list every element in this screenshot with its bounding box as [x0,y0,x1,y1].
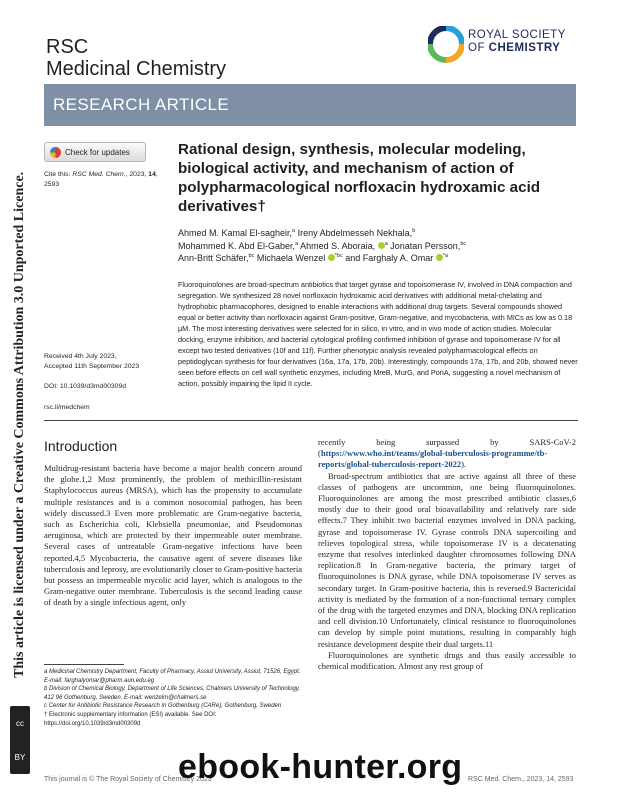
rsc-logo [428,22,588,72]
citation [44,170,169,190]
check-for-updates-button[interactable] [44,142,146,162]
article-dates [44,352,169,372]
copyright-line: This journal is © The Royal Society of Chemistry 2023 [44,776,212,783]
received-date: Received 4th July 2023, [44,353,117,360]
author-2: Ireny Abdelmesseh Nekhala, [295,228,413,238]
intro-text: recently being surpassed by SARS-CoV-2 ( [318,437,576,459]
affiliation-sup: a [295,240,299,247]
cite-pages: , 2593 [44,171,158,188]
rsc-logo-of: OF [468,42,489,54]
author-6: Ann-Britt Schäfer, [178,253,249,263]
author-5: Jonatan Persson, [387,240,461,251]
orcid-icon[interactable] [328,254,335,261]
intro-right-column [318,437,576,672]
rsc-logo-chemistry: CHEMISTRY [488,42,561,54]
cc-by-badge[interactable] [10,706,30,774]
intro-left-column: Multidrug-resistant bacteria have become a major health concern around the globe.1,2 Most prominently, the problem of methicillin-resistant Staphylococcus aureus (MRSA), which has the propensity to accumulate multiple resistances and is a common nosocomial pathogen, has been widely discussed.3 Even more problematic are Gram-negative bacteria, such as Escherichia coli, Klebsiella pneumoniae, and Pseudomonas aeruginosa, which are protected by their impermeable outer membrane. Several cases of untreatable Gram-negative infections have been reported.4,5 Mycobacteria, the causative agent of severe diseases like tuberculosis and leprosy, are evolutionarily closer to Gram-positive bacteria but possess an impermeable mycolic acid layer, which is analogous to the Gram-negative outer membrane. Tuberculosis is the second leading cause of death by a single infectious agent, only [44,463,302,608]
intro-paragraph-3: Fluoroquinolones are synthetic drugs and thus easily accessible to chemical modification. Almost any rest group of [318,649,576,672]
journal-name [46,36,226,80]
cite-year: , 2023, [125,171,149,178]
license-text[interactable]: This article is licensed under a Creative Commons Attribution 3.0 Unported Licence. [12,171,27,678]
by-icon: BY [14,752,26,762]
watermark: ebook-hunter.org [178,748,463,786]
cite-volume: 14 [148,171,156,178]
affiliation-sup: *bc [334,253,343,259]
author-list [178,227,583,265]
page-citation: RSC Med. Chem., 2023, 14, 2593 [468,776,574,783]
orcid-icon[interactable] [378,242,385,249]
check-for-updates-label: Check for updates [65,147,130,157]
journal-name-line2: Medicinal Chemistry [46,58,227,80]
rsc-logo-icon [428,26,464,66]
article-doi[interactable]: DOI: 10.1039/d3md00309d [44,383,127,390]
section-divider [44,420,578,421]
orcid-icon[interactable] [436,254,443,261]
article-type-banner [44,84,576,126]
footnotes [44,668,302,728]
footnote-a: a Medicinal Chemistry Department, Faculty of Pharmacy, Assiut University, Assiut, 71526, Egypt. E-mail: farghalyomar@pharm.aun.edu.eg [44,669,301,684]
journal-link[interactable]: rsc.li/medchem [44,404,90,411]
affiliation-sup: bc [460,240,467,247]
footnote-esi[interactable]: † Electronic supplementary information (ESI) available. See DOI: https://doi.org/10.1039/d3md00309d [44,711,217,727]
introduction-heading: Introduction [44,438,118,454]
affiliation-sup: a [292,228,296,234]
rsc-logo-line1: ROYAL SOCIETY [468,29,566,41]
author-8: and Farghaly A. Omar [342,253,434,263]
rsc-logo-text [468,29,566,55]
affiliation-sup: *a [442,253,448,259]
intro-text-end: ). [461,459,467,470]
author-7: Michaela Wenzel [254,253,326,263]
rsc-logo-line2 [468,42,566,55]
affiliation-sup: bc [248,253,255,259]
article-title: Rational design, synthesis, molecular modeling, biological activity, and mechanism of action of polypharmacological norfloxacin hydroxamic acid derivatives† [178,141,541,215]
check-updates-icon [50,147,61,158]
license-strip [8,171,32,678]
intro-paragraph-2: Broad-spectrum antibiotics that are active against all three of these classes of pathogens are uncommon, one being fluoroquinolones. Fluoroquinolones are among the most prescribed antibiotic classes,6 mostly due to their good oral bioavailability and relatively rare side effects.7 They inhibit two bacterial enzymes involved in DNA packing, gyrase and topoisomerase IV. Gyrase controls DNA supercoiling and relieves topological stress, while topoisomerase IV is a decatenating enzyme that resolves interlinked daughter chromosomes following DNA replication.8 In Gram-negative bacteria, the primary target of fluoroquinolones is DNA gyrase, while DNA topoisomerase IV serves as secondary target. In Gram-positive bacteria, this is reversed.9 Bactericidal activity is mediated by the formation of a non-functional ternary complex of the drug with the targeted enzymes and DNA, blocking DNA replication and cell division.10 Unfortunately, clinical resistance to fluoroquinolones can develop by simple point mutations, resulting in comparably high resistance development despite their dual targets.11 [318,470,576,649]
footnote-b: b Division of Chemical Biology, Department of Life Sciences, Chalmers University of Technology, 412 96 Gothenburg, Sweden. E-mail: wenzelm@chalmers.se [44,686,301,701]
accepted-date: Accepted 11th September 2023 [44,363,140,370]
author-4: Ahmed S. Aboraia, [298,240,376,251]
intro-paragraph-1 [318,437,576,471]
affiliation-sup: b [412,228,416,234]
who-report-link[interactable]: https://www.who.int/teams/global-tuberculosis-programme/tb-reports/global-tuberculosis-report-2022 [318,448,548,470]
cc-icon: cc [16,718,24,728]
affiliation-sup: a [384,240,388,247]
author-3: Mohammed K. Abd El-Gaber, [178,240,296,251]
author-1: Ahmed M. Kamal El-sagheir, [178,228,293,238]
footnote-divider [44,664,124,665]
abstract: Fluoroquinolones are broad-spectrum antibiotics that target gyrase and topoisomerase IV, involved in DNA compaction and segregation. We synthesized 28 novel norfloxacin hydroxamic acid derivatives with additional metal-chelating and hydrophobic pharmacophores, designed to enable interactions with additional drug targets. Several compounds showed equal or better activity than norfloxacin against Gram-positive, Gram-negative, and mycobacteria, with MICs as low as 0.18 μM. The most interesting derivatives were selected for in silico, in vitro, and in vivo mode of action studies. Molecular docking, enzyme inhibition, and bacterial cytological profiling confirmed inhibition of gyrase and topoisomerase IV for all except two tested derivatives (10f and 11f). Further phenotypic analysis revealed polypharmacological effects on peptidoglycan synthesis for four derivatives (16a, 17a, 17b, 20b). Interestingly, compounds 17a, 17b, and 20b, showed never seen before effects on cell wall synthetic enzymes, including MreB, MurG, and PonA, suggesting a novel mechanism of action, possibly impairing the lipid II cycle. [178,280,578,388]
article-type-label: RESEARCH ARTICLE [53,95,230,114]
journal-name-line1: RSC [46,36,89,58]
cite-journal: RSC Med. Chem. [72,171,126,178]
footnote-c: c Center for Antibiotic Resistance Research in Gothenburg (CARe), Gothenburg, Sweden [44,703,282,710]
cite-prefix: Cite this: [44,171,73,178]
